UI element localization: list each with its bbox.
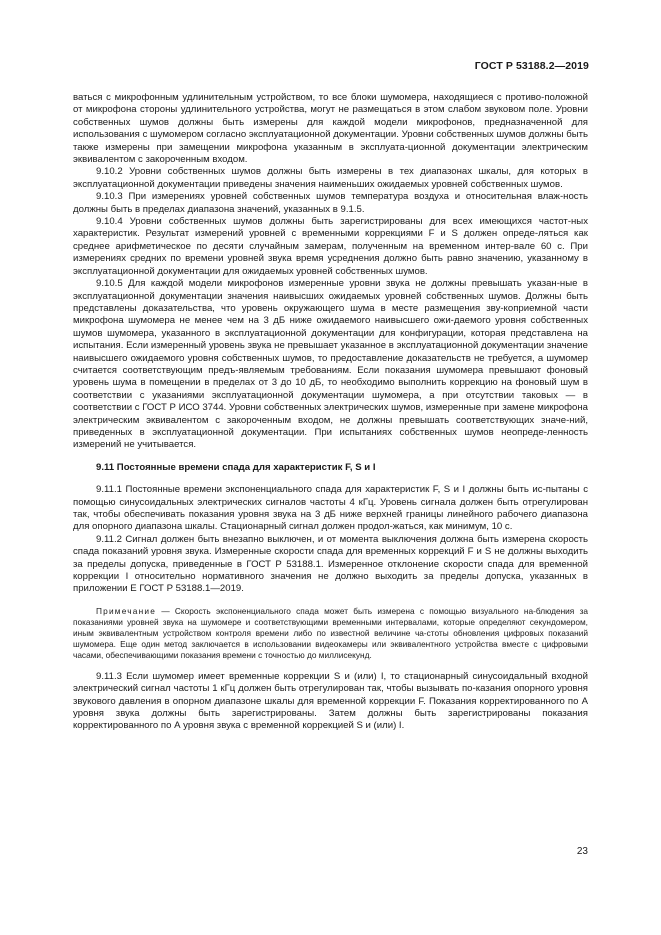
note-label: Примечание [96, 605, 157, 616]
paragraph-9-11-1: 9.11.1 Постоянные времени экспоненциального спада для характеристик F, S и I должны быть ис-пытаны с помощью синусоидальных электрических сигналов частоты 4 кГц. Уровень сигнала должен быть отрегулирован так, чтобы обеспечивать показания уровня звука на 3 дБ ниже верхней границы линейного рабочего диапазона для опорного диапазона шкалы. Стационарный сигнал должен продол-жаться, как минимум, 10 с. [73, 484, 588, 533]
page-number: 23 [576, 846, 588, 857]
spacer [73, 661, 588, 671]
paragraph-9-10-2: 9.10.2 Уровни собственных шумов должны быть измерены в тех диапазонах шкалы, для которых в эксплуатационной документации приведены значения наименьших ожидаемых уровней собственных шумов. [73, 166, 588, 190]
paragraph-9-10-4: 9.10.4 Уровни собственных шумов должны быть зарегистрированы для всех имеющихся частот-ных характеристик. Результат измерений уровней с временными коррекциями F и S должен опреде-ляться как среднее арифметическое по десяти случайным замерам, полученным на временном интер-вале 60 с. При измерениях средних по времени уровней звука время усреднения должно быть равно значению, указанному в эксплуатационной документации для ожидаемых уровней собственных шумов. [73, 216, 588, 277]
paragraph-9-10-3: 9.10.3 При измерениях уровней собственных шумов температура воздуха и относительная влаж-ность должны быть в пределах диапазона значений, указанных в 9.1.5. [73, 191, 588, 215]
paragraph-continuation: ваться с микрофонным удлинительным устройством, то все блоки шумомера, находящиеся с противо-положной от микрофона стороны удлинительного устройства, могут не размещаться в этом слабом звуковом поле. Уровни собственных шумов должны быть измерены для каждой модели микрофонов, предназначенной для использования с шумомером согласно эксплуатационной документации. Уровни собственных шумов должны быть также измерены при замещении микрофона указанным в эксплуата-ционной документации электрическим эквивалентом с закороченным входом. [73, 92, 588, 166]
spacer [73, 452, 588, 462]
section-title-9-11: 9.11 Постоянные времени спада для характеристик F, S и I [96, 461, 376, 473]
spacer [73, 474, 588, 484]
note-paragraph [73, 606, 588, 661]
spacer [73, 596, 588, 606]
document-body [73, 92, 588, 733]
paragraph-9-11-3: 9.11.3 Если шумомер имеет временные коррекции S и (или) I, то стационарный синусоидальный входной электрический сигнал частоты 1 кГц должен быть отрегулирован так, чтобы вызывать по-казания опорного уровня звукового давления в опорном диапазоне шкалы для временной коррекции F. Показания корректированного по А уровня звука должны быть зарегистрированы. Затем должны быть зарегистрированы показания корректированного по А уровня звука с временной коррекцией S и (или) I. [73, 670, 588, 732]
paragraph-9-10-5: 9.10.5 Для каждой модели микрофонов измеренные уровни звука не должны превышать указан-ные в эксплуатационной документации значения наивысших ожидаемых уровней собственных шумов. Должны быть представлены доказательства, что уровень окружающего шума в месте размещения зву-коприемной части микрофона шумомера не менее чем на 3 дБ ниже ожидаемого наивысшего ожи-даемого уровня собственных шумов шумомера, указанного в эксплуатационной документации для конфигурации, которая представлена на испытания. Если измеренный уровень звука не превышает указанное в эксплуатационной документации значение наивысшего ожидаемого уровня собственных шумов, то предоставление доказательств не требуется, а шумомер считается соответствующим предъ-являемым требованиям. Если показания шумомера превышают фоновый уровень шума в помещении в пределах от 3 до 10 дБ, то необходимо выполнить коррекцию на фоновый шум в соответствии с указаниями эксплуатационной документации шумомера, а при отсутствии таковых — в соответствии с ГОСТ Р ИСО 3744. Уровни собственных электрических шумов, измеренные при замене микрофона электрическим эквивалентом с закороченным входом, не должны превышать соответствующих значе-ний, приведенных в эксплуатационной документации. При испытаниях собственных шумов неопреде-ленность измерений не учитывается. [73, 278, 588, 451]
note-text: — Скорость экспоненциального спада может быть измерена с помощью визуального на-блюдения за показаниями уровней звука на шумомере и соответствующими временными интервалами, которые определяют секундомером, иным эквивалентным устройством контроля времени либо по известной величине ча-стоты обновления цифровых показаний шумомера. Еще один метод заключается в использовании видеокамеры или эквивалентного устройства вместе с цифровыми часами, обеспечивающими показания времени с точностью до миллисекунд. [73, 605, 588, 660]
document-code-header: ГОСТ Р 53188.2—2019 [474, 60, 589, 72]
paragraph-9-11-2: 9.11.2 Сигнал должен быть внезапно выключен, и от момента выключения должна быть измерена скорость спада показаний уровня звука. Измеренные скорости спада для временных коррекций F и S не должны выходить за пределы допуска, приведенные в ГОСТ Р 53188.1. Измеренное отклонение скорости спада для временной коррекции I относительно нормативного значения не должно выходить за пределы допуска, указанных в приложении Е ГОСТ Р 53188.1—2019. [73, 533, 588, 595]
